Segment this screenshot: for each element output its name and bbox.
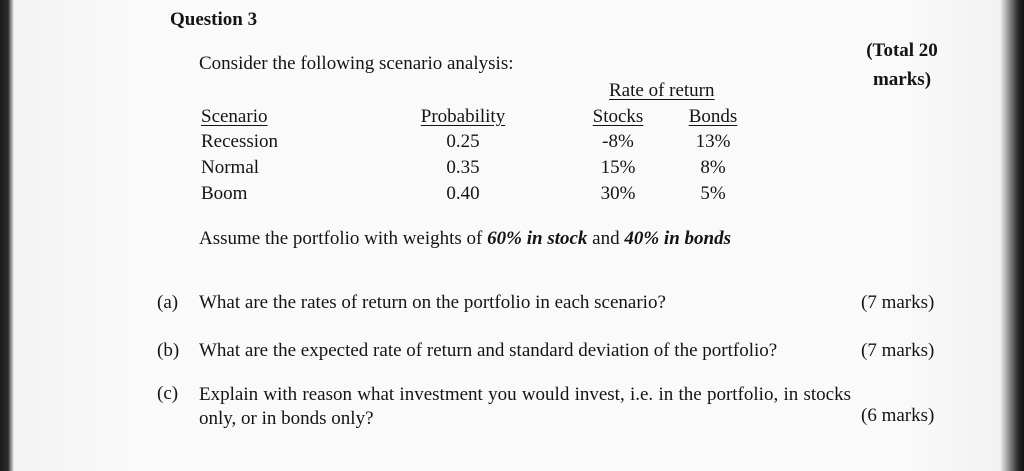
cell-scenario: Recession [201,131,279,152]
cell-scenario: Boom [201,183,248,204]
part-label: (a) [157,292,179,313]
cell-bonds: 5% [700,183,726,204]
cell-probability: 0.25 [446,131,480,152]
part-marks: (7 marks) [861,340,935,361]
total-marks-line2: marks) [872,69,932,90]
part-marks: (7 marks) [861,292,935,313]
cell-bonds: 8% [700,157,726,178]
rate-of-return-header: Rate of return [609,80,715,101]
cell-scenario: Normal [201,157,260,178]
question-title: Question 3 [170,9,258,30]
cell-probability: 0.35 [446,157,480,178]
cell-stocks: -8% [602,131,634,152]
header-stocks: Stocks [592,106,644,127]
assumption-middle: and [587,228,625,249]
part-text: Explain with reason what investment you would invest, i.e. in the portfolio, in stocks only, or in bonds only? [199,384,851,429]
intro-text: Consider the following scenario analysis: [199,53,514,74]
header-probability: Probability [420,106,506,127]
header-bonds: Bonds [688,106,738,127]
cell-stocks: 30% [600,183,636,204]
part-text: What are the rates of return on the portfolio in each scenario? [199,292,666,313]
stock-weight: 60% in stock [487,228,588,249]
header-scenario: Scenario [201,106,268,127]
part-label: (b) [157,340,180,361]
cell-probability: 0.40 [446,183,480,204]
bond-weight: 40% in bonds [624,228,731,249]
part-text: What are the expected rate of return and standard deviation of the portfolio? [199,340,778,361]
cell-stocks: 15% [600,157,636,178]
part-label: (c) [157,383,179,404]
assumption-text [199,228,731,250]
total-marks-line1: (Total 20 [866,40,938,61]
cell-bonds: 13% [695,131,731,152]
assumption-prefix: Assume the portfolio with weights of [199,228,488,249]
part-marks: (6 marks) [861,405,935,426]
